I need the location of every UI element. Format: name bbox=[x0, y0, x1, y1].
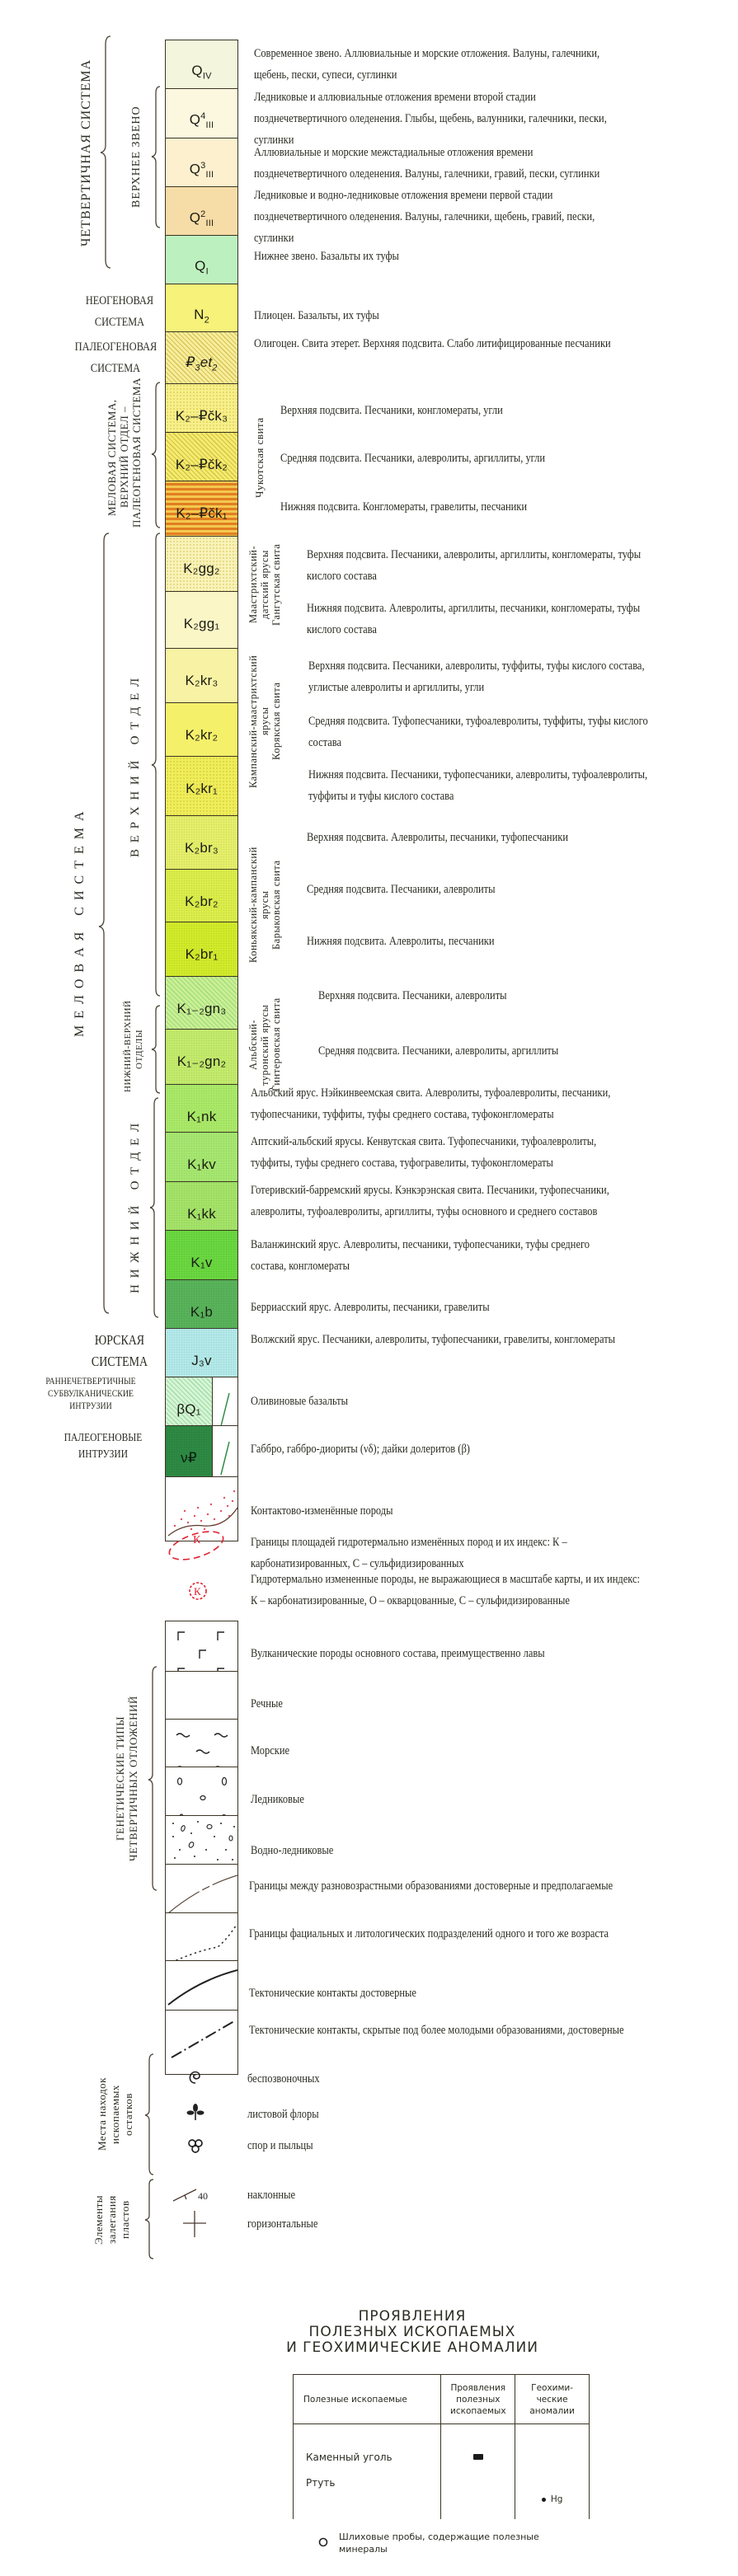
intrusion-label-2-line1: ПАЛЕОГЕНОВЫЕ bbox=[63, 1432, 143, 1444]
mercury-anomaly-cell bbox=[515, 2474, 590, 2519]
legend-desc-q3-2: Ледниковые и водно-ледниковые отложения времени первой стадии позднечетвертичного оледенения. Валуны, галечники, щебень, гравий, пески, суглинки bbox=[254, 189, 595, 245]
spore-pollen-icon bbox=[186, 2137, 204, 2155]
fossils-label bbox=[96, 2057, 135, 2172]
legend-desc-hydro-area: Границы площадей гидротермально изменённых пород и их индекс: К – карбонатизированных, С – сульфидизированных bbox=[251, 1536, 567, 1570]
suite-koryak-line1: Кампанский-маастрихтский bbox=[247, 655, 259, 788]
hydro-point-letter: К bbox=[194, 1585, 201, 1598]
paleogene-label bbox=[75, 336, 156, 379]
coal-symbol-icon bbox=[473, 2454, 483, 2460]
jurassic-label-line1: ЮРСКАЯ bbox=[94, 1332, 145, 1348]
legend-box-k2gg1 bbox=[165, 591, 238, 656]
index-k2kr1: K₂kr₁ bbox=[186, 780, 218, 796]
suite-label-koryak bbox=[247, 639, 282, 804]
paleogene-label-line1: ПАЛЕОГЕНОВАЯ bbox=[74, 340, 157, 354]
mineral-name: Каменный уголь bbox=[294, 2424, 441, 2474]
col-anom-line2: ческие bbox=[536, 2394, 568, 2405]
index-k12gn2: K₁₋₂gn₂ bbox=[176, 1053, 227, 1069]
legend-desc-k1kv: Аптский-альбский ярусы. Кенвутская свита. Туфопесчаники, туфоалевролиты, туффиты, туфы среднего состава, туфогравелиты, туфоконгломераты bbox=[251, 1135, 597, 1170]
legend-desc-k1kk: Готеривский-барремский ярусы. Кэнкэрэнская свита. Песчаники, туфопесчаники, алевролиты, туфоалевролиты, аргиллиты, туфы основного и среднего составов bbox=[251, 1184, 609, 1218]
index-k1nk: K₁nk bbox=[186, 1108, 217, 1124]
lower-cretaceous-label: Н И Ж Н И Й О Т Д Е Л bbox=[129, 1121, 142, 1294]
bedding-label bbox=[92, 2180, 132, 2259]
legend-desc-k2br2: Средняя подсвита. Песчаники, алевролиты bbox=[307, 883, 496, 896]
chukotka-group-label-line3: ПАЛЕОГЕНОВАЯ СИСТЕМА bbox=[130, 378, 143, 528]
col-header-anomalies bbox=[515, 2375, 590, 2424]
minerals-table-header bbox=[294, 2375, 590, 2424]
index-k2br2: K₂br₂ bbox=[185, 893, 219, 909]
legend-box-q3-2: $Q^2_{III}$ bbox=[165, 186, 238, 251]
fossils-brace bbox=[143, 2053, 155, 2176]
index-j3v: J₃v bbox=[191, 1352, 212, 1368]
horizontal-bedding-icon bbox=[181, 2209, 208, 2239]
chukotka-group-label-line1: МЕЛОВАЯ СИСТЕМА, bbox=[106, 399, 118, 516]
index-k1kk: K₁kk bbox=[187, 1205, 216, 1222]
legend-desc-k1nk: Альбский ярус. Нэйкинвеемская свита. Алевролиты, туфоалевролиты, песчаники, туфопесчаники, туффиты, туфы среднего состава, туфоконгломераты bbox=[251, 1086, 611, 1121]
legend-desc-hidden-tectonic: Тектонические контакты, скрытые под более молодыми образованиями, достоверные bbox=[249, 2024, 624, 2037]
quaternary-system-label: ЧЕТВЕРТИЧНАЯ СИСТЕМА bbox=[79, 59, 93, 246]
lower-upper-label bbox=[122, 1000, 145, 1092]
coal-anomaly-cell bbox=[515, 2424, 590, 2474]
suite-barykov-line2: ярусы bbox=[259, 890, 270, 919]
legend-desc-contact: Контактово-изменённые породы bbox=[251, 1504, 393, 1518]
leaf-flora-icon bbox=[186, 2102, 204, 2122]
legend-box-q1: $Q_I$ bbox=[165, 235, 238, 300]
minerals-table bbox=[293, 2374, 590, 2519]
legend-desc-k2kr1: Нижняя подсвита. Песчаники, туфопесчаники, алевролиты, туфоалевролиты, туффиты и туфы кислого состава bbox=[308, 768, 648, 803]
jurassic-label bbox=[86, 1330, 153, 1372]
genetic-types-label bbox=[114, 1673, 140, 1884]
suite-label-barykov bbox=[247, 816, 282, 993]
anomaly-element-label: Hg bbox=[550, 2494, 563, 2504]
legend-desc-q4: Современное звено. Аллювиальные и морские отложения. Валуны, галечники, щебень, пески, супеси, суглинки bbox=[254, 47, 600, 82]
bedding-label-line3: пластов bbox=[119, 2200, 131, 2239]
genetic-label-line2: ЧЕТВЕРТИЧНЫХ ОТЛОЖЕНИЙ bbox=[127, 1696, 139, 1861]
legend-desc-k2br1: Нижняя подсвита. Алевролиты, песчаники bbox=[307, 935, 495, 948]
bedding-label-line1: Элементы bbox=[92, 2194, 105, 2245]
lower-upper-label-line1: НИЖНИЙ-ВЕРХНИЙ bbox=[123, 1000, 133, 1092]
legend-desc-ck2: Средняя подсвита. Песчаники, алевролиты, аргиллиты, угли bbox=[280, 452, 546, 465]
legend-desc-vp: Габбро, габбро-диориты (νδ); дайки долеритов (β) bbox=[251, 1443, 470, 1456]
legend-desc-q3-3: Аллювиальные и морские межстадиальные отложения времени позднечетвертичного оледенения. Валуны, галечники, гравий, пески, суглинки bbox=[254, 146, 600, 181]
shell-icon bbox=[186, 2067, 204, 2086]
upper-cretaceous-brace bbox=[150, 532, 162, 997]
cretaceous-brace bbox=[97, 532, 110, 1315]
jurassic-label-line2: СИСТЕМА bbox=[91, 1354, 148, 1369]
legend-desc-marine: Морские bbox=[251, 1744, 290, 1757]
lower-upper-label-line2: ОТДЕЛЫ bbox=[134, 1029, 144, 1069]
legend-box-n2: $N_2$ bbox=[165, 284, 238, 349]
fossil-flora-text: листовой флоры bbox=[247, 2108, 319, 2121]
lower-cretaceous-brace bbox=[148, 1096, 160, 1319]
fossil-spores-text: спор и пыльцы bbox=[247, 2139, 313, 2152]
index-k2gg1: K₂gg₁ bbox=[183, 615, 220, 631]
index-k2br1: K₂br₁ bbox=[185, 945, 219, 962]
minerals-title bbox=[206, 2309, 618, 2356]
legend-desc-q1: Нижнее звено. Базальты их туфы bbox=[254, 250, 399, 263]
neogene-label-line1: НЕОГЕНОВАЯ bbox=[85, 294, 154, 307]
cretaceous-system-label: М Е Л О В А Я С И С Т Е М А bbox=[73, 809, 87, 1037]
upper-cretaceous-label: В Е Р Х Н И Й О Т Д Е Л bbox=[129, 676, 142, 857]
minerals-title-line2: ПОЛЕЗНЫХ ИСКОПАЕМЫХ bbox=[308, 2324, 516, 2340]
index-k1kv: K₁kv bbox=[187, 1156, 216, 1172]
index-ck3: K₂–₽čk₃ bbox=[175, 407, 228, 424]
minerals-title-line1: ПРОЯВЛЕНИЯ bbox=[358, 2308, 467, 2325]
schlich-footnote: Шлиховые пробы, содержащие полезные минералы bbox=[339, 2531, 539, 2555]
upper-link-label: ВЕРХНЕЕ ЗВЕНО bbox=[130, 106, 143, 208]
quaternary-brace bbox=[99, 35, 112, 270]
legend-desc-riverine: Речные bbox=[251, 1697, 283, 1710]
legend-desc-glacial: Ледниковые bbox=[251, 1793, 304, 1806]
fossils-label-line1: Места находок bbox=[96, 2077, 108, 2151]
suite-barykov-line1: Коньякский-кампанский bbox=[247, 847, 259, 963]
suite-label-ginter bbox=[247, 997, 282, 1092]
suite-ginter-line1: Альбский- bbox=[247, 1020, 259, 1070]
index-k2br3: K₂br₃ bbox=[185, 839, 219, 856]
chukotka-group-label-line2: ВЕРХНИЙ ОТДЕЛ – bbox=[118, 406, 130, 509]
suite-label-gangut bbox=[247, 534, 282, 635]
legend-desc-q3-4: Ледниковые и аллювиальные отложения времени второй стадии позднечетвертичного оледенения. Глыбы, щебень, валунники, галечники, пески, суглинки bbox=[254, 91, 607, 147]
legend-desc-tectonic-contact: Тектонические контакты достоверные bbox=[249, 1987, 416, 2000]
suite-koryak-line3: Корякская свита bbox=[270, 682, 282, 761]
legend-box-q3-3: $Q^3_{III}$ bbox=[165, 138, 238, 203]
genetic-label-line1: ГЕНЕТИЧЕСКИЕ ТИПЫ bbox=[114, 1716, 126, 1841]
mercury-occurrence-cell bbox=[441, 2474, 515, 2519]
bedding-horizontal-text: горизонтальные bbox=[247, 2217, 318, 2231]
legend-desc-k12gn2: Средняя подсвита. Песчаники, алевролиты, аргиллиты bbox=[318, 1044, 559, 1058]
legend-desc-j3v: Волжский ярус. Песчаники, алевролиты, туфопесчаники, гравелиты, конгломераты bbox=[251, 1333, 616, 1346]
minerals-title-line3: И ГЕОХИМИЧЕСКИЕ АНОМАЛИИ bbox=[286, 2339, 538, 2356]
legend-box-p3et2: $₽_3et_2$ bbox=[165, 331, 238, 396]
anomaly-dot-icon bbox=[542, 2498, 546, 2502]
dip-angle-value: 40 bbox=[198, 2190, 208, 2202]
index-bq1: βQ₁ bbox=[176, 1401, 201, 1417]
genetic-types-brace bbox=[147, 1665, 158, 1892]
hydrothermal-area-boundary-icon bbox=[165, 1525, 227, 1566]
intrusion-label-2-line2: ИНТРУЗИИ bbox=[78, 1448, 128, 1461]
mineral-name: Ртуть bbox=[294, 2474, 441, 2519]
legend-desc-k12gn3: Верхняя подсвита. Песчаники, алевролиты bbox=[318, 989, 507, 1002]
fossils-label-line3: остатков bbox=[122, 2093, 134, 2136]
intrusion-label-1-line1: РАННЕЧЕТВЕРТИЧНЫЕ bbox=[45, 1375, 136, 1387]
col-anom-line1: Геохими- bbox=[531, 2382, 574, 2393]
chukotka-suite-label: Чукотская свита bbox=[253, 417, 266, 498]
legend-desc-volcanic: Вулканические породы основного состава, преимущественно лавы bbox=[251, 1647, 545, 1660]
suite-barykov-line3: Барыковская свита bbox=[270, 860, 282, 950]
intrusion-label-early-quaternary bbox=[36, 1375, 144, 1412]
lower-upper-brace bbox=[150, 1004, 162, 1095]
paleogene-label-line2: СИСТЕМА bbox=[90, 362, 141, 375]
schlich-sample-circle-icon bbox=[317, 2536, 329, 2548]
legend-desc-k2kr2: Средняя подсвита. Туфопесчаники, туфоалевролиты, туффиты, туфы кислого состава bbox=[308, 715, 648, 749]
intrusion-label-1-line2: СУБВУЛКАНИЧЕСКИЕ bbox=[48, 1387, 134, 1399]
legend-desc-ck1: Нижняя подсвита. Конгломераты, гравелиты, песчаники bbox=[280, 500, 528, 514]
legend-box-q4: $Q_{IV}$ bbox=[165, 40, 238, 105]
legend-desc-k2gg2: Верхняя подсвита. Песчаники, алевролиты, аргиллиты, конгломераты, туфы кислого состава bbox=[307, 548, 642, 583]
index-k1v: K₁v bbox=[190, 1254, 213, 1270]
suite-gangut-line2: датский ярусы bbox=[259, 550, 270, 619]
suite-gangut-line3: Гангутская свита bbox=[270, 543, 282, 626]
legend-desc-age-boundary: Границы между разновозрастными образованиями достоверные и предполагаемые bbox=[249, 1879, 613, 1893]
col-occ-line1: Проявления bbox=[450, 2382, 506, 2393]
index-k2kr3: K₂kr₃ bbox=[185, 672, 219, 688]
col-occ-line3: ископаемых bbox=[450, 2405, 506, 2416]
table-row bbox=[294, 2474, 590, 2519]
suite-koryak-line2: ярусы bbox=[259, 706, 270, 736]
neogene-label-line2: СИСТЕМА bbox=[94, 316, 145, 329]
index-k2kr2: K₂kr₂ bbox=[185, 726, 219, 743]
legend-desc-k1v: Валанжинский ярус. Алевролиты, песчаники, туфопесчаники, туфы среднего состава, конгломераты bbox=[251, 1238, 590, 1273]
index-k1b: K₁b bbox=[190, 1303, 214, 1320]
legend-box-k2kr1 bbox=[165, 756, 238, 821]
intrusion-label-paleogene bbox=[56, 1430, 151, 1463]
coal-occurrence-cell bbox=[441, 2424, 515, 2474]
index-vp: ν₽ bbox=[181, 1449, 197, 1466]
chukotka-group-label bbox=[106, 378, 143, 528]
hydrothermal-point-icon bbox=[186, 1579, 210, 1603]
legend-desc-fluvioglacial: Водно-ледниковые bbox=[251, 1844, 334, 1857]
hydro-area-letter: К bbox=[193, 1534, 201, 1546]
fossils-label-line2: ископаемых bbox=[109, 2085, 121, 2144]
intrusion-label-1-line3: ИНТРУЗИИ bbox=[69, 1400, 112, 1411]
chukotka-brace bbox=[150, 381, 162, 529]
legend-desc-facies-boundary: Границы фациальных и литологических подразделений одного и того же возраста bbox=[249, 1927, 609, 1940]
index-ck1: K₂–₽čk₁ bbox=[176, 504, 228, 521]
legend-box-q3-4: $Q^4_{III}$ bbox=[165, 88, 238, 153]
legend-desc-k2gg1: Нижняя подсвита. Алевролиты, аргиллиты, песчаники, конгломераты, туфы кислого состава bbox=[307, 602, 641, 636]
index-k2gg2: K₂gg₂ bbox=[183, 560, 220, 576]
legend-desc-n2: Плиоцен. Базальты, их туфы bbox=[254, 309, 379, 322]
index-ck2: K₂–₽čk₂ bbox=[175, 456, 228, 472]
index-k12gn3: K₁₋₂gn₃ bbox=[176, 1000, 227, 1016]
fossil-invertebrates-text: беспозвоночных bbox=[247, 2072, 320, 2086]
legend-desc-k1b: Берриасский ярус. Алевролиты, песчаники, гравелиты bbox=[251, 1301, 490, 1314]
col-header-occurrences bbox=[441, 2375, 515, 2424]
bedding-brace bbox=[143, 2178, 155, 2260]
col-header-minerals: Полезные ископаемые bbox=[294, 2375, 441, 2424]
hidden-tectonic-box bbox=[165, 2010, 238, 2075]
legend-desc-k2kr3: Верхняя подсвита. Песчаники, алевролиты, туффиты, туфы кислого состава, углистые алевролиты и аргиллиты, угли bbox=[308, 659, 645, 694]
col-anom-line3: аномалии bbox=[529, 2405, 575, 2416]
hidden-tectonic-line-icon bbox=[167, 2011, 237, 2074]
legend-desc-k2br3: Верхняя подсвита. Алевролиты, песчаники, туфопесчаники bbox=[307, 831, 569, 844]
upper-link-brace bbox=[150, 85, 162, 229]
neogene-label bbox=[82, 290, 157, 333]
suite-ginter-line2: туронский ярусы bbox=[259, 1004, 270, 1086]
inclined-bedding-icon bbox=[170, 2184, 219, 2206]
legend-desc-bq1: Оливиновые базальты bbox=[251, 1395, 349, 1408]
legend-desc-p3et2: Олигоцен. Свита этерет. Верхняя подсвита. Слабо литифицированные песчаники bbox=[254, 337, 611, 350]
bedding-label-line2: залегания bbox=[106, 2195, 118, 2244]
table-row bbox=[294, 2424, 590, 2474]
col-occ-line2: полезных bbox=[456, 2394, 501, 2405]
bedding-inclined-text: наклонные bbox=[247, 2189, 295, 2202]
suite-ginter-line3: Гинтеровская свита bbox=[270, 997, 282, 1092]
legend-desc-ck3: Верхняя подсвита. Песчаники, конгломераты, угли bbox=[280, 404, 503, 417]
legend-desc-hydro-point: Гидротермально измененные породы, не выражающиеся в масштабе карты, и их индекс: К – карбонатизированные, О – окварцованные, С – сульфидизированные bbox=[251, 1573, 641, 1607]
suite-gangut-line1: Маастрихтский- bbox=[247, 545, 259, 624]
